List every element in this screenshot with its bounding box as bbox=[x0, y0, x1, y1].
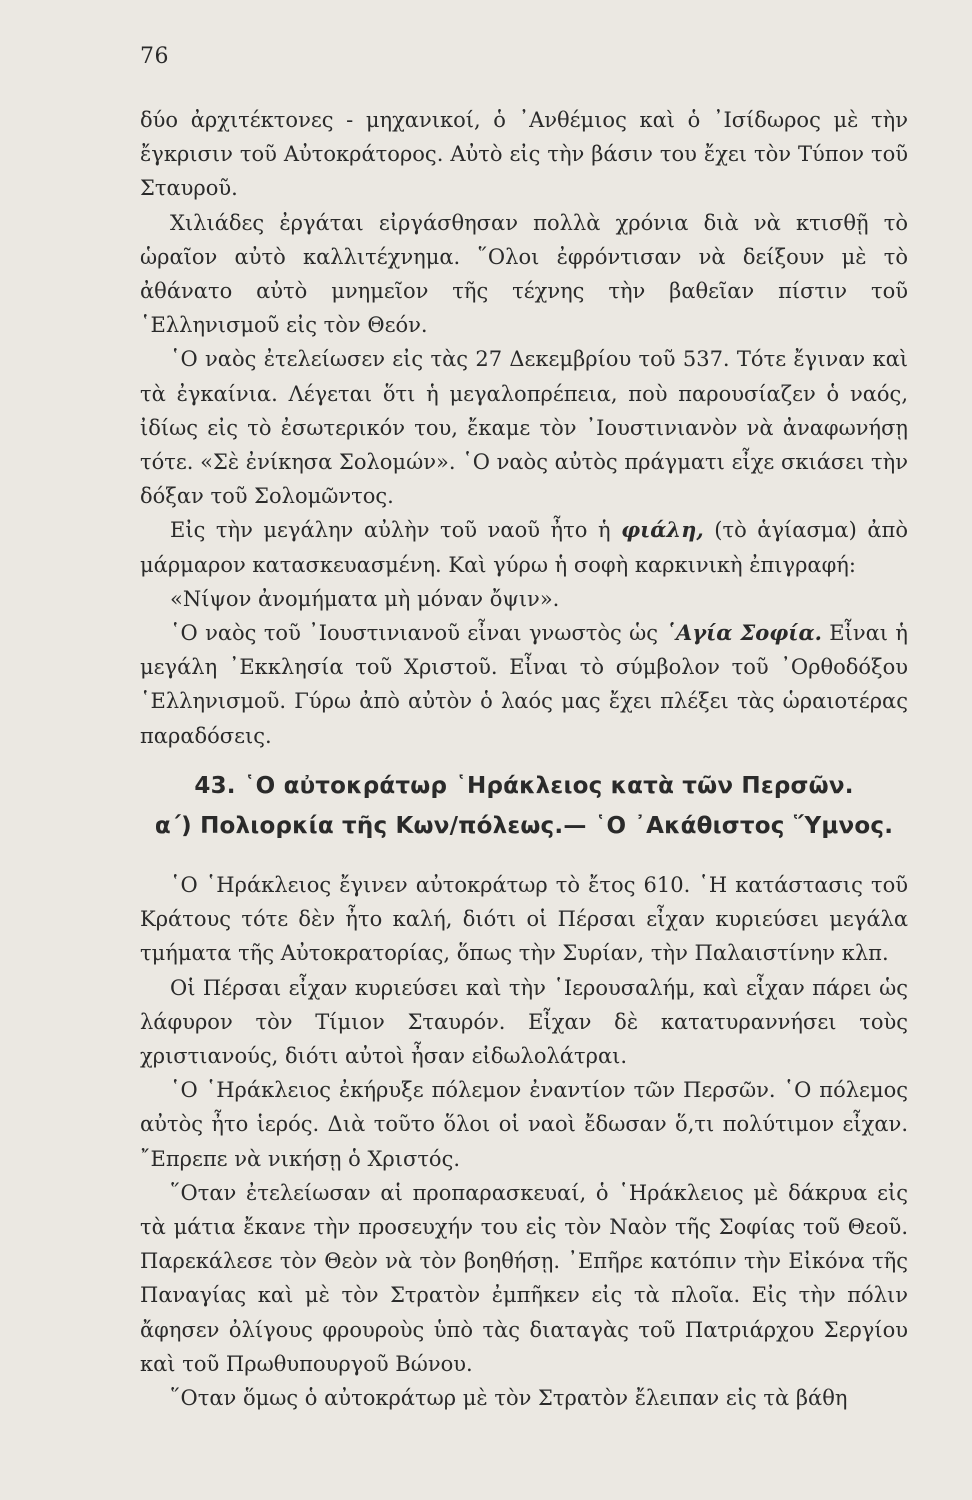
paragraph bbox=[140, 513, 908, 581]
text-run: ῾Ο ναὸς τοῦ ᾿Ιουστινιανοῦ εἶναι γνωστὸς ὡς bbox=[170, 621, 666, 646]
emphasis-term: φιάλη, bbox=[621, 517, 704, 543]
text-run: Εἰς τὴν μεγάλην αὐλὴν τοῦ ναοῦ ἦτο ἡ bbox=[170, 518, 622, 543]
chapter-heading: 43. ῾Ο αὐτοκράτωρ ῾Ηράκλειος κατὰ τῶν Περσῶν. bbox=[194, 773, 854, 799]
emphasis-term: ῾Αγία Σοφία. bbox=[665, 620, 822, 646]
paragraph: δύο ἀρχιτέκτονες - μηχανικοί, ὁ ᾿Ανθέμιος καὶ ὁ ᾿Ισίδωρος μὲ τὴν ἔγκρισιν τοῦ Αὐτοκράτορος. Αὐτὸ εἰς τὴν βάσιν του ἔχει τὸν Τύπον τοῦ Σταυροῦ. bbox=[140, 108, 908, 201]
paragraph: ῾Ο ῾Ηράκλειος ἔγινεν αὐτοκράτωρ τὸ ἔτος 610. ῾Η κατάστασις τοῦ Κράτους τότε δὲν ἦτο καλή, διότι οἱ Πέρσαι εἶχαν κυριεύσει μεγάλα τμήματα τῆς Αὐτοκρατορίας, ὅπως τὴν Συρίαν, τὴν Παλαιστίνην κλπ. bbox=[140, 873, 908, 966]
paragraph: ῾Ο ῾Ηράκλειος ἐκήρυξε πόλεμον ἐναντίον τῶν Περσῶν. ῾Ο πόλεμος αὐτὸς ἦτο ἱερός. Διὰ τοῦτο ὅλοι οἱ ναοὶ ἔδωσαν ὅ,τι πολύτιμον εἶχαν. ῎Επρεπε νὰ νικήσῃ ὁ Χριστός. bbox=[140, 1078, 908, 1171]
paragraph: ῞Οταν ὅμως ὁ αὐτοκράτωρ μὲ τὸν Στρατὸν ἔλειπαν εἰς τὰ βάθη bbox=[170, 1386, 848, 1411]
text-section-bottom bbox=[140, 868, 908, 1415]
inscription-quote: «Νίψον ἀνομήματα μὴ μόναν ὄψιν». bbox=[170, 586, 560, 611]
paragraph: Οἱ Πέρσαι εἶχαν κυριεύσει καὶ τὴν ῾Ιερουσαλήμ, καὶ εἶχαν πάρει ὡς λάφυρον τὸν Τίμιον Σταυρόν. Εἶχαν δὲ κατατυραννήσει τοὺς χριστιανούς, διότι αὐτοὶ ἦσαν εἰδωλολάτραι. bbox=[140, 975, 908, 1069]
paragraph bbox=[140, 616, 908, 753]
text-run: Εἶναι ἡ μεγάλη ᾿Εκκλησία τοῦ Χριστοῦ. Εἶναι τὸ σύμβολον τοῦ ᾿Ορθοδόξου ῾Ελληνισμοῦ. Γύρω ἀπὸ αὐτὸν ὁ λαός μας ἔχει πλέξει τὰς ὡραιοτέρας παραδόσεις. bbox=[140, 621, 908, 748]
paragraph: ῞Οταν ἐτελείωσαν αἱ προπαρασκευαί, ὁ ῾Ηράκλειος μὲ δάκρυα εἰς τὰ μάτια ἔκανε τὴν προσευχήν του εἰς τὸν Ναὸν τῆς Σοφίας τοῦ Θεοῦ. Παρεκάλεσε τὸν Θεὸν νὰ τὸν βοηθήσῃ. ᾿Επῆρε κατόπιν τὴν Εἰκόνα τῆς Παναγίας καὶ μὲ τὸν Στρατὸν ἐμπῆκεν εἰς τὰ πλοῖα. Εἰς τὴν πόλιν ἄφησεν ὀλίγους φρουροὺς ὑπὸ τὰς διαταγὰς τοῦ Πατριάρχου Σεργίου καὶ τοῦ Πρωθυπουργοῦ Βώνου. bbox=[140, 1180, 908, 1376]
text-section-top bbox=[140, 103, 908, 753]
paragraph: Χιλιάδες ἐργάται εἰργάσθησαν πολλὰ χρόνια διὰ νὰ κτισθῇ τὸ ὡραῖον αὐτὸ καλλιτέχνημα. ῞Ολοι ἐφρόντισαν νὰ δείξουν μὲ τὸ ἀθάνατο αὐτὸ μνημεῖον τῆς τέχνης τὴν βαθεῖαν πίστιν τοῦ ῾Ελληνισμοῦ εἰς τὸν Θεόν. bbox=[140, 210, 908, 338]
paragraph: ῾Ο ναὸς ἐτελείωσεν εἰς τὰς 27 Δεκεμβρίου τοῦ 537. Τότε ἔγιναν καὶ τὰ ἐγκαίνια. Λέγεται ὅτι ἡ μεγαλοπρέπεια, ποὺ παρουσίαζεν ὁ ναός, ἰδίως εἰς τὸ ἐσωτερικόν του, ἔκαμε τὸν ᾿Ιουστινιανὸν νὰ ἀναφωνήσῃ τότε. «Σὲ ἐνίκησα Σολομών». ῾Ο ναὸς αὐτὸς πράγματι εἶχε σκιάσει τὴν δόξαν τοῦ Σολομῶντος. bbox=[140, 347, 908, 509]
chapter-subheading: α΄) Πολιορκία τῆς Κων/πόλεως.— ῾Ο ᾿Ακάθιστος ῞Υμνος. bbox=[154, 813, 894, 839]
page-number: 76 bbox=[140, 44, 169, 69]
text-run: (τὸ ἁγίασμα) ἀπὸ μάρμαρον κατασκευασμένη. Καὶ γύρω ἡ σοφὴ καρκινικὴ ἐπιγραφή: bbox=[140, 518, 908, 577]
